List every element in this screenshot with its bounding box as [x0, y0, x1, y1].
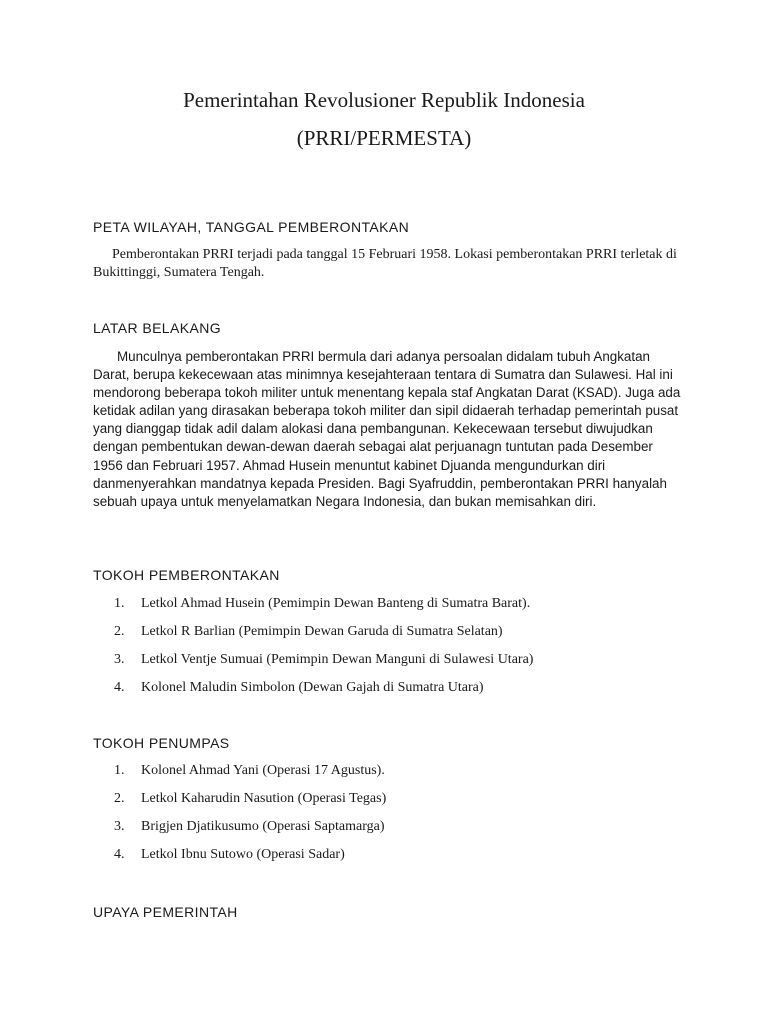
- list-item: [93, 846, 386, 874]
- list-item-text: Brigjen Djatikusumo (Operasi Saptamarga): [141, 819, 385, 834]
- section-heading-latar-belakang: LATAR BELAKANG: [93, 320, 222, 336]
- list-item: [93, 818, 386, 846]
- list-item: [93, 679, 533, 707]
- document-subtitle: (PRRI/PERMESTA): [296, 126, 472, 150]
- list-item-text: Kolonel Maludin Simbolon (Dewan Gajah di Sumatra Utara): [141, 680, 484, 695]
- document-title: Pemerintahan Revolusioner Republik Indonesia: [183, 88, 585, 112]
- list-item-number: 1.: [114, 763, 125, 778]
- list-item: [93, 595, 533, 623]
- list-item-number: 2.: [114, 624, 125, 639]
- list-item-number: 4.: [114, 680, 125, 695]
- section-paragraph-peta-wilayah: [93, 246, 683, 282]
- list-item-number: 3.: [114, 652, 125, 667]
- list-item: [93, 623, 533, 651]
- section-paragraph-latar-belakang: [93, 348, 683, 511]
- list-item-text: Letkol Ventje Sumuai (Pemimpin Dewan Manguni di Sulawesi Utara): [141, 652, 534, 667]
- list-tokoh-penumpas: [93, 762, 386, 874]
- list-item: [93, 790, 386, 818]
- list-item-text: Letkol Ahmad Husein (Pemimpin Dewan Banteng di Sumatra Barat).: [141, 596, 531, 611]
- list-item: [93, 651, 533, 679]
- section-heading-upaya-pemerintah: UPAYA PEMERINTAH: [93, 904, 238, 920]
- section-heading-tokoh-penumpas: TOKOH PENUMPAS: [93, 735, 230, 751]
- list-tokoh-pemberontakan: [93, 595, 533, 707]
- list-item: [93, 762, 386, 790]
- list-item-text: Letkol Ibnu Sutowo (Operasi Sadar): [141, 847, 345, 862]
- list-item-text: Letkol Kaharudin Nasution (Operasi Tegas): [141, 791, 387, 806]
- section-heading-peta-wilayah: PETA WILAYAH, TANGGAL PEMBERONTAKAN: [93, 219, 410, 235]
- list-item-number: 2.: [114, 791, 125, 806]
- list-item-text: Kolonel Ahmad Yani (Operasi 17 Agustus).: [141, 763, 385, 778]
- list-item-number: 1.: [114, 596, 125, 611]
- paragraph-text: Pemberontakan PRRI terjadi pada tanggal 15 Februari 1958. Lokasi pemberontakan PRRI terletak di Bukittinggi, Sumatera Tengah.: [93, 247, 677, 281]
- list-item-text: Letkol R Barlian (Pemimpin Dewan Garuda di Sumatra Selatan): [141, 624, 503, 639]
- list-item-number: 3.: [114, 819, 125, 834]
- list-item-number: 4.: [114, 847, 125, 862]
- section-heading-tokoh-pemberontakan: TOKOH PEMBERONTAKAN: [93, 567, 280, 583]
- paragraph-text: Munculnya pemberontakan PRRI bermula dari adanya persoalan didalam tubuh Angkatan Darat, berupa kekecewaan atas minimnya kesejahteraan tentara di Sumatra dan Sulawesi. Hal ini mendorong beberapa tokoh militer untuk menentang kepala staf Angkatan Darat (KSAD). Juga ada ketidak adilan yang dirasakan beberapa tokoh militer dan sipil didaerah terhadap pemerintah pusat yang dianggap tidak adil dalam alokasi dana pembangunan. Kekecewaan tersebut diwujudkan dengan pembentukan dewan-dewan daerah sebagai alat perjuanagn tuntutan pada Desember 1956 dan Februari 1957. Ahmad Husein menuntut kabinet Djuanda mengundurkan diri danmenyerahkan mandatnya kepada Presiden. Bagi Syafruddin, pemberontakan PRRI hanyalah sebuah upaya untuk menyelamatkan Negara Indonesia, dan bukan memisahkan diri.: [93, 349, 681, 509]
